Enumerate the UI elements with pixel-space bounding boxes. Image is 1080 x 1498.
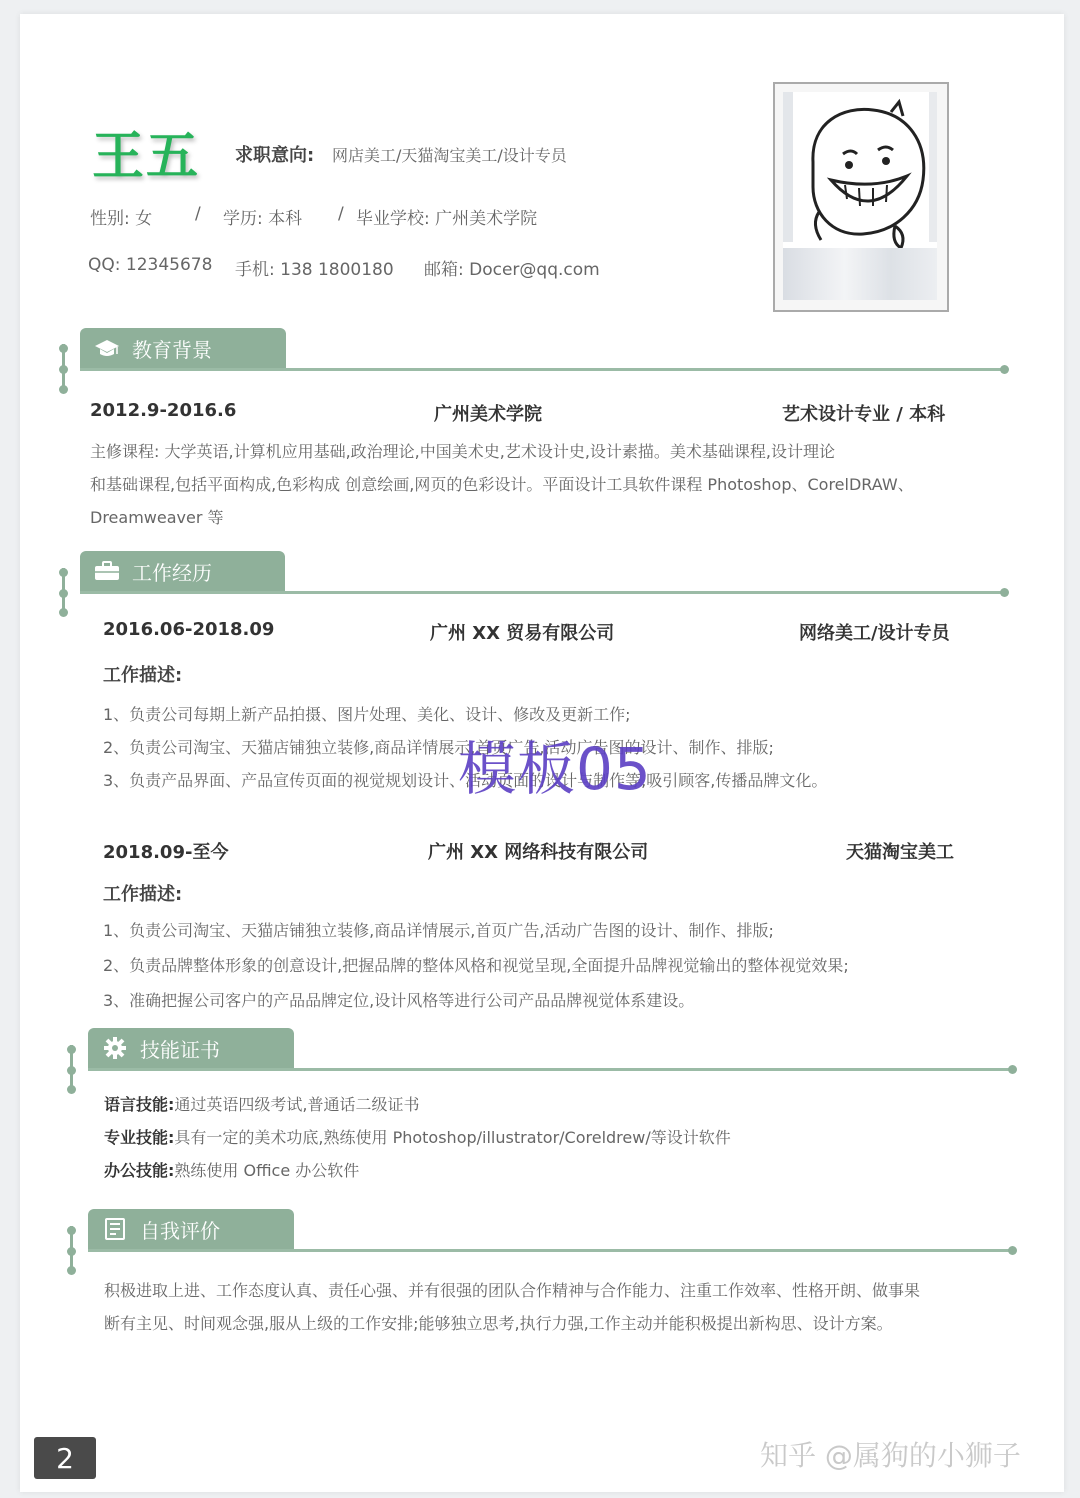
- job-company: 广州 XX 网络科技有限公司: [428, 842, 649, 863]
- job-intent-label: 求职意向:: [235, 145, 315, 166]
- email: 邮箱: Docer@qq.com: [424, 260, 600, 280]
- template-watermark: 模板05: [458, 735, 652, 803]
- self-line: 积极进取上进、工作态度认真、责任心强、并有很强的团队合作精神与合作能力、注重工作效率、性格开朗、做事果: [104, 1281, 921, 1300]
- job-intent-value: 网店美工/天猫淘宝美工/设计专员: [332, 146, 567, 165]
- education-level: 学历: 本科: [223, 209, 303, 229]
- phone-number: 手机: 138 1800180: [235, 260, 394, 280]
- job-role: 天猫淘宝美工: [846, 842, 954, 863]
- section-header-work: [80, 551, 285, 591]
- section-title: 技能证书: [140, 1037, 220, 1062]
- edu-courses: [90, 435, 1010, 534]
- section-dot: [59, 344, 68, 353]
- job-company: 广州 XX 贸易有限公司: [430, 623, 615, 644]
- skill-value: 具有一定的美术功底,熟练使用 Photoshop/illustrator/Coreldrew/等设计软件: [174, 1128, 731, 1147]
- skill-key: 语言技能:: [104, 1095, 175, 1114]
- section-dot: [1008, 1246, 1017, 1255]
- course-line: 主修课程: 大学英语,计算机应用基础,政治理论,中国美术史,艺术设计史,设计素描。美术基础课程,设计理论: [90, 442, 835, 461]
- edu-period: 2012.9-2016.6: [90, 400, 237, 421]
- skill-item: [104, 1092, 420, 1115]
- edu-major: 艺术设计专业 / 本科: [782, 404, 946, 425]
- job-desc-item: 1、负责公司每期上新产品拍摄、图片处理、美化、设计、修改及更新工作;: [103, 705, 631, 724]
- skill-item: [104, 1158, 359, 1181]
- course-line: Dreamweaver 等: [90, 508, 224, 527]
- job-desc-item: 2、负责品牌整体形象的创意设计,把握品牌的整体风格和视觉呈现,全面提升品牌视觉输出的整体视觉效果;: [103, 956, 849, 975]
- job-desc-item: 3、负责产品界面、产品宣传页面的视觉规划设计、活动页面的设计与制作等,吸引顾客,传播品牌文化。: [103, 771, 828, 790]
- notebook-icon: [102, 1218, 128, 1240]
- section-dot: [67, 1066, 76, 1075]
- section-rule: [80, 591, 1004, 594]
- separator: /: [338, 204, 344, 224]
- job-period: 2016.06-2018.09: [103, 619, 275, 640]
- briefcase-icon: [94, 560, 120, 582]
- self-evaluation: [104, 1274, 1024, 1340]
- gender: 性别: 女: [90, 209, 153, 229]
- course-line: 和基础课程,包括平面构成,色彩构成 创意绘画,网页的色彩设计。平面设计工具软件课程 Photoshop、CorelDRAW、: [90, 475, 914, 494]
- section-dot: [1000, 588, 1009, 597]
- job-desc-item: 3、准确把握公司客户的产品品牌定位,设计风格等进行公司产品品牌视觉体系建设。: [103, 991, 695, 1010]
- section-header-skills: [88, 1028, 294, 1068]
- section-dot: [59, 365, 68, 374]
- section-dot: [67, 1085, 76, 1094]
- skill-key: 专业技能:: [104, 1128, 175, 1147]
- section-dot: [1008, 1065, 1017, 1074]
- section-dot: [1000, 365, 1009, 374]
- section-header-self: [88, 1209, 294, 1249]
- job-desc-item: 2、负责公司淘宝、天猫店铺独立装修,商品详情展示,首页广告,活动广告图的设计、制作、排版;: [103, 738, 774, 757]
- skill-item: [104, 1125, 731, 1148]
- section-header-education: [80, 328, 286, 368]
- section-dot: [67, 1266, 76, 1275]
- section-title: 工作经历: [132, 560, 212, 585]
- profile-photo: [773, 82, 949, 312]
- skill-value: 熟练使用 Office 办公软件: [174, 1161, 360, 1180]
- section-rule: [80, 368, 1004, 371]
- section-title: 自我评价: [140, 1218, 220, 1243]
- section-rule: [88, 1068, 1012, 1071]
- section-dot: [59, 589, 68, 598]
- self-line: 断有主见、时间观念强,服从上级的工作安排;能够独立思考,执行力强,工作主动并能积极提出新构思、设计方案。: [104, 1314, 893, 1333]
- job-desc-label: 工作描述:: [103, 665, 183, 686]
- job-desc-item: 1、负责公司淘宝、天猫店铺独立装修,商品详情展示,首页广告,活动广告图的设计、制作、排版;: [103, 921, 774, 940]
- graduation-cap-icon: [94, 337, 120, 359]
- section-dot: [67, 1226, 76, 1235]
- section-rule: [88, 1249, 1012, 1252]
- job-period: 2018.09-至今: [103, 842, 229, 863]
- section-dot: [67, 1247, 76, 1256]
- cartoon-face-icon: [783, 92, 937, 252]
- section-dot: [59, 568, 68, 577]
- section-title: 教育背景: [132, 337, 212, 362]
- gear-icon: [102, 1037, 128, 1059]
- resume-page: [20, 14, 1064, 1492]
- graduate-school: 毕业学校: 广州美术学院: [356, 209, 538, 229]
- section-dot: [67, 1045, 76, 1054]
- job-role: 网络美工/设计专员: [799, 623, 950, 644]
- skill-value: 通过英语四级考试,普通话二级证书: [174, 1095, 420, 1114]
- section-dot: [59, 608, 68, 617]
- skill-key: 办公技能:: [104, 1161, 175, 1180]
- job-desc-label: 工作描述:: [103, 884, 183, 905]
- edu-school: 广州美术学院: [434, 404, 542, 425]
- page-number: 2: [34, 1437, 96, 1479]
- separator: /: [195, 204, 201, 224]
- candidate-name: 王五: [92, 127, 201, 187]
- section-dot: [59, 385, 68, 394]
- qq-number: QQ: 12345678: [88, 255, 213, 275]
- source-credit: 知乎 @属狗的小狮子: [760, 1439, 1021, 1472]
